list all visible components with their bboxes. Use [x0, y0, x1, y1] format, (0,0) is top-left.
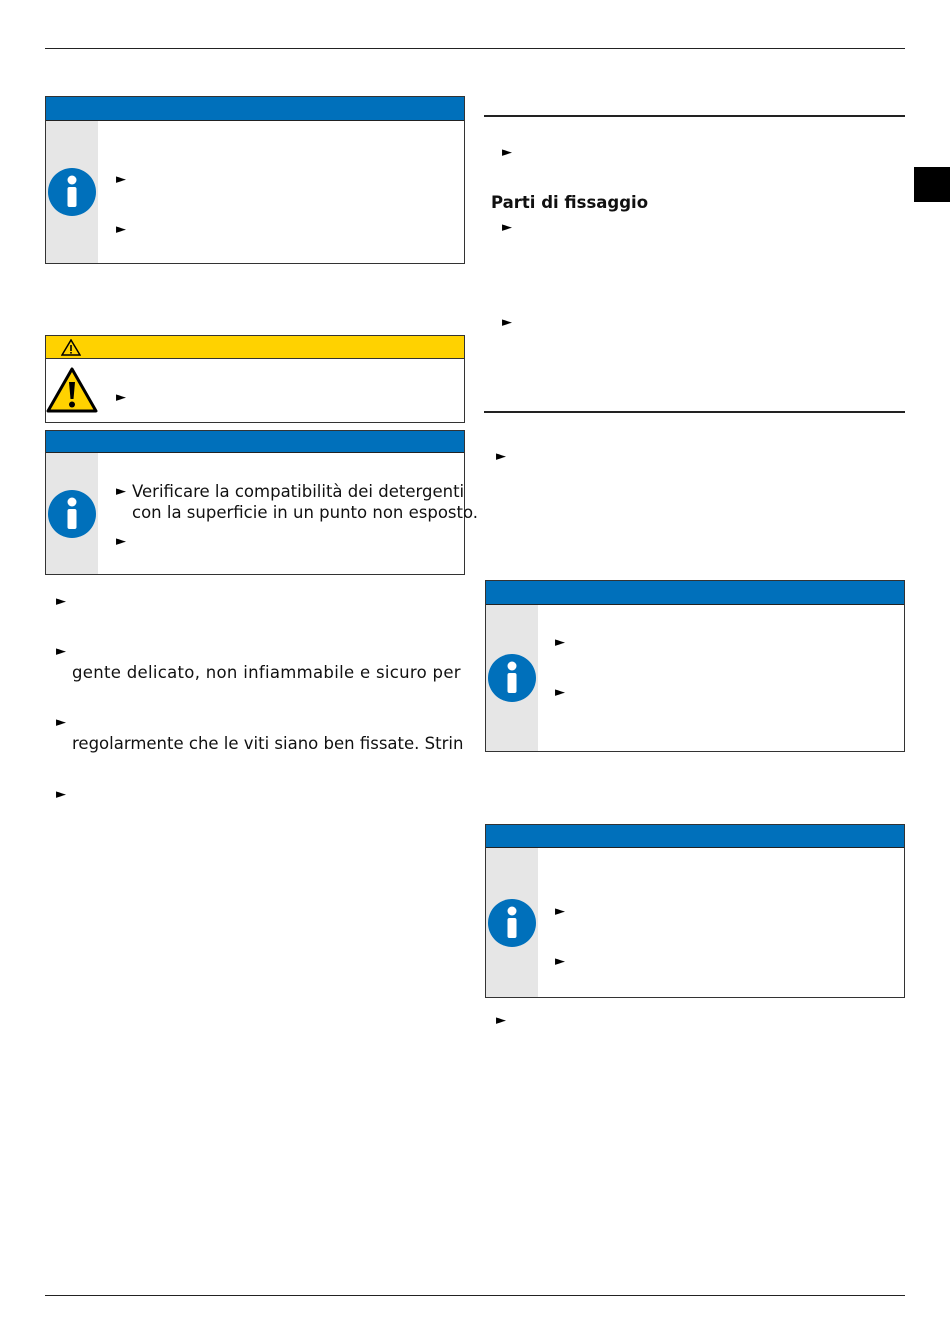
triangle-right-icon: ►: [555, 904, 565, 919]
info-box-header: [486, 581, 904, 605]
triangle-right-icon: ►: [502, 220, 512, 235]
chapter-tab: [914, 167, 950, 202]
triangle-right-icon: ►: [555, 685, 565, 700]
info-circle-icon: [47, 489, 97, 539]
info-box-header: [46, 431, 464, 453]
triangle-right-icon: ►: [496, 449, 506, 464]
info-box-header: [486, 825, 904, 848]
section-heading: Parti di fissaggio: [491, 193, 649, 212]
info-box-text-line: con la superficie in un punto non esposto.: [132, 503, 479, 522]
info-box-4: [485, 824, 905, 998]
triangle-right-icon: ►: [555, 635, 565, 650]
triangle-right-icon: ►: [116, 534, 126, 549]
triangle-right-icon: ►: [56, 787, 66, 802]
body-text-line: gente delicato, non infiammabile e sicuro per: [72, 663, 461, 682]
info-box-text-line: Verificare la compatibilità dei detergenti: [132, 482, 465, 501]
info-circle-icon: [487, 653, 537, 703]
info-circle-icon: [487, 898, 537, 948]
section-rule: [484, 411, 905, 413]
triangle-right-icon: ►: [56, 644, 66, 659]
triangle-right-icon: ►: [502, 315, 512, 330]
triangle-right-icon: ►: [116, 222, 126, 237]
body-text-line: regolarmente che le viti siano ben fissate. Strin: [72, 734, 464, 753]
triangle-right-icon: ►: [496, 1013, 506, 1028]
section-rule: [484, 115, 905, 117]
info-box-header: [46, 97, 464, 121]
triangle-right-icon: ►: [116, 390, 126, 405]
warning-box-header: [46, 336, 464, 359]
info-circle-icon: [47, 167, 97, 217]
triangle-right-icon: ►: [56, 715, 66, 730]
triangle-right-icon: ►: [555, 954, 565, 969]
info-box-1: [45, 96, 465, 264]
triangle-right-icon: ►: [116, 484, 126, 499]
warning-triangle-icon: [61, 339, 81, 356]
triangle-right-icon: ►: [116, 172, 126, 187]
warning-triangle-icon: [46, 366, 98, 414]
info-box-2: [45, 430, 479, 575]
triangle-right-icon: ►: [502, 145, 512, 160]
warning-box: [45, 335, 465, 423]
info-box-3: [485, 580, 905, 752]
triangle-right-icon: ►: [56, 594, 66, 609]
header-rule: [45, 48, 905, 49]
footer-rule: [45, 1295, 905, 1296]
